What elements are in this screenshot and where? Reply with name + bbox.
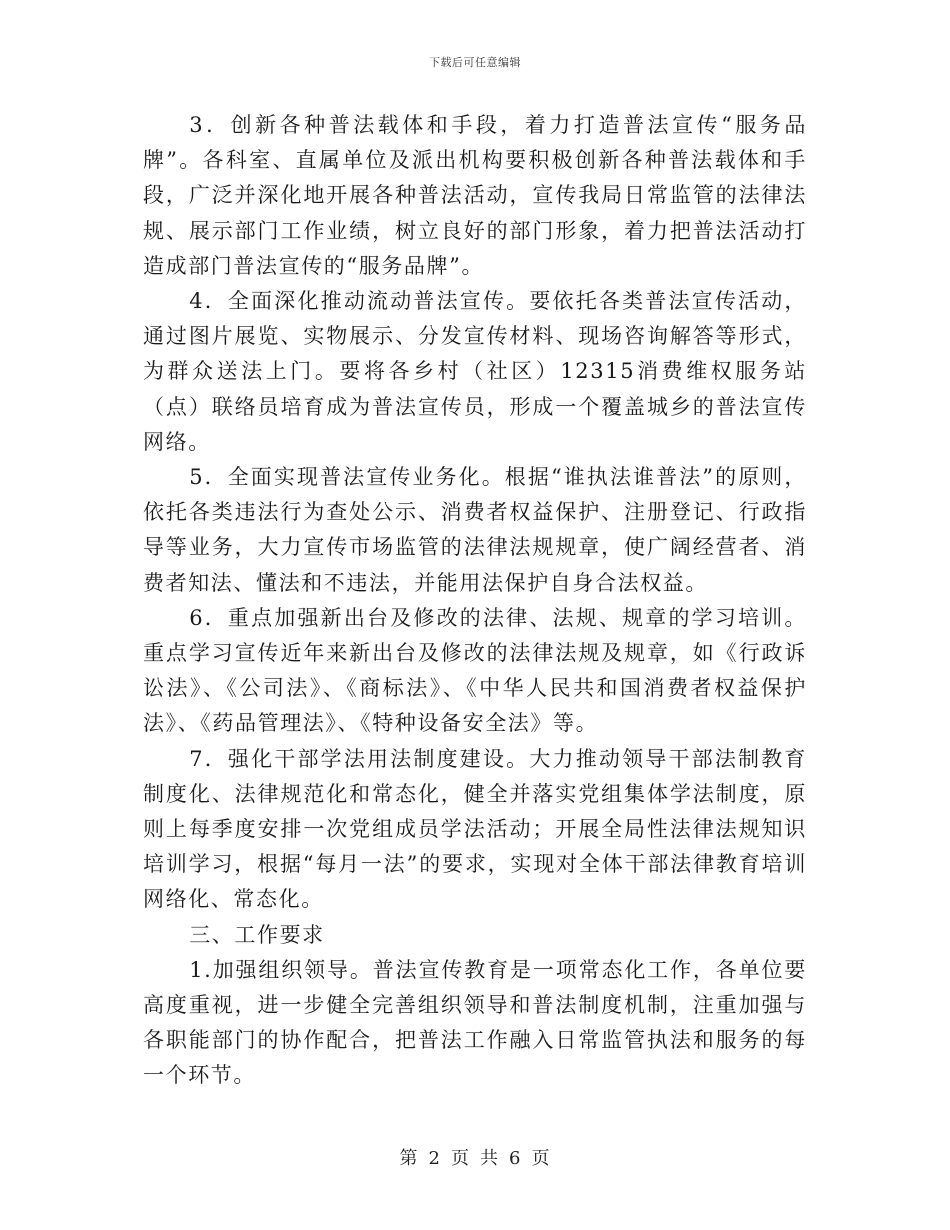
paragraph-item-5: 5．全面实现普法宣传业务化。根据“谁执法谁普法”的原则，依托各类违法行为查处公示、消费者权益保护、注册登记、行政指导等业务，大力宣传市场监管的法律法规规章，使广阔经营者、消费者知法、懂法和不违法，并能用法保护自身合法权益。 — [143, 465, 807, 595]
paragraph-requirement-1: 1.加强组织领导。普法宣传教育是一项常态化工作，各单位要高度重视，进一步健全完善组织领导和普法制度机制，注重加强与各职能部门的协作配合，把普法工作融入日常监管执法和服务的每一个环节。 — [143, 957, 807, 1088]
footer-total-word: 共 — [480, 1148, 499, 1169]
footer-current-page: 2 — [428, 1148, 441, 1169]
paragraph-item-6: 6．重点加强新出台及修改的法律、法规、规章的学习培训。重点学习宣传近年来新出台及修改的法律法规及规章，如《行政诉讼法》、《公司法》、《商标法》、《中华人民共和国消费者权益保护法》、《药品管理法》、《特种设备安全法》等。 — [143, 605, 807, 736]
footer-page-word: 页 — [451, 1148, 470, 1169]
page-footer — [0, 1144, 950, 1170]
footer-prefix: 第 — [399, 1148, 419, 1169]
paragraph-item-7: 7．强化干部学法用法制度建设。大力推动领导干部法制教育制度化、法律规范化和常态化，健全并落实党组集体学法制度，原则上每季度安排一次党组成员学法活动；开展全局性法律法规知识培训学习，根据“每月一法”的要求，实现对全体干部法律教育培训网络化、常态化。 — [143, 746, 807, 912]
paragraph-item-4: 4．全面深化推动流动普法宣传。要依托各类普法宣传活动，通过图片展览、实物展示、分发宣传材料、现场咨询解答等形式，为群众送法上门。要将各乡村（社区）12315消费维权服务站（点）联络员培育成为普法宣传员，形成一个覆盖城乡的普法宣传网络。 — [143, 289, 807, 454]
document-body — [143, 108, 807, 1094]
paragraph-item-3: 3．创新各种普法载体和手段，着力打造普法宣传“服务品牌”。各科室、直属单位及派出机构要积极创新各种普法载体和手段，广泛并深化地开展各种普法活动，宣传我局日常监管的法律法规、展示部门工作业绩，树立良好的部门形象，着力把普法活动打造成部门普法宣传的“服务品牌”。 — [143, 113, 807, 278]
section-heading-work-requirements: 三、工作要求 — [189, 922, 325, 947]
footer-total-pages: 6 — [509, 1148, 522, 1169]
header-note: 下载后可任意编辑 — [429, 56, 521, 69]
footer-suffix: 页 — [531, 1148, 551, 1169]
